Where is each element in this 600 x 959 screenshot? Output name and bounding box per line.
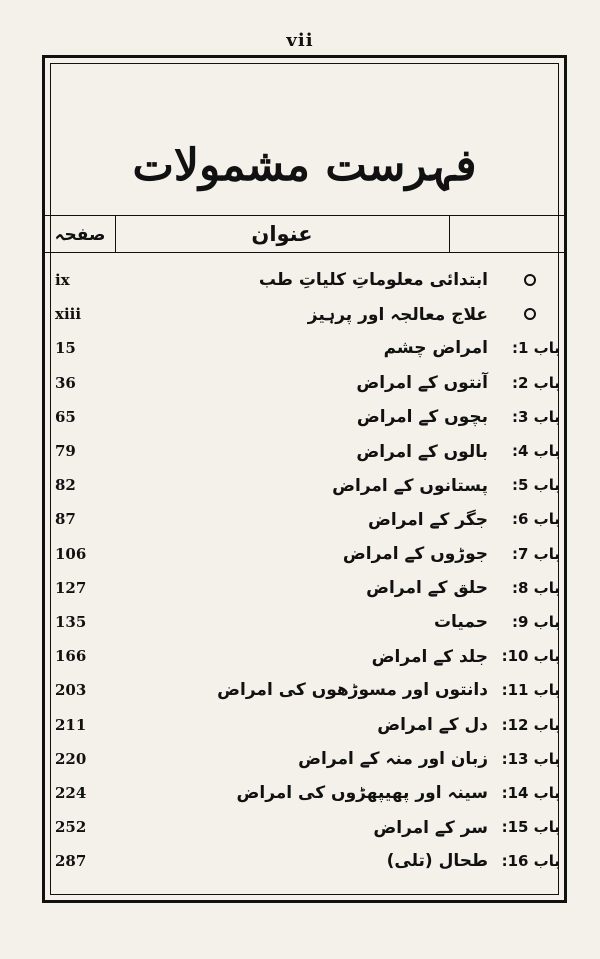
page-title: فہرست مشمولات (132, 140, 477, 191)
list-item (45, 605, 564, 639)
list-item (45, 639, 564, 673)
entry-chapter-label: باب 15: (501, 818, 560, 837)
list-item (45, 366, 564, 400)
entry-chapter-label: باب 2: (512, 373, 560, 392)
entry-page-number: 287 (55, 852, 87, 871)
entry-chapter-label: باب 12: (501, 715, 560, 734)
list-item (45, 776, 564, 810)
entry-chapter-label: باب 9: (512, 612, 560, 631)
contents-frame (42, 55, 567, 903)
entry-page-number: 82 (55, 476, 76, 495)
entry-title: زبان اور منہ کے امراض (298, 749, 488, 770)
title-column-header: عنوان (115, 216, 450, 252)
entry-page-number: 65 (55, 407, 76, 426)
entry-page-number: 127 (55, 578, 87, 597)
list-item (45, 400, 564, 434)
entry-title: پستانوں کے امراض (332, 475, 488, 496)
list-item (45, 844, 564, 878)
list-item (45, 537, 564, 571)
entry-page-number: 87 (55, 510, 76, 529)
entry-chapter-label: باب 16: (501, 852, 560, 871)
list-item (45, 707, 564, 741)
list-item (45, 810, 564, 844)
entry-chapter-label: باب 4: (512, 442, 560, 461)
contents-list (45, 263, 564, 878)
entry-chapter-label: باب 7: (512, 544, 560, 563)
entry-title: حمیات (433, 611, 488, 632)
list-item (45, 468, 564, 502)
entry-page-number: xiii (55, 305, 82, 324)
entry-title: جلد کے امراض (371, 646, 488, 667)
entry-title: حلق کے امراض (366, 578, 488, 599)
list-item (45, 742, 564, 776)
list-item (45, 673, 564, 707)
entry-title: دل کے امراض (377, 715, 488, 736)
entry-title: جگر کے امراض (367, 509, 488, 530)
entry-chapter-label: باب 5: (512, 476, 560, 495)
entry-page-number: 135 (55, 612, 87, 631)
entry-page-number: 15 (55, 339, 76, 358)
page-column-header: صفحہ (45, 216, 116, 252)
entry-title: علاج معالجہ اور پرہیز (307, 304, 488, 325)
entry-title: سر کے امراض (373, 817, 488, 838)
entry-page-number: 220 (55, 749, 87, 768)
entry-page-number: 203 (55, 681, 87, 700)
entry-title: بچوں کے امراض (356, 407, 488, 428)
chapter-column-header (449, 216, 564, 252)
entry-page-number: 211 (55, 715, 87, 734)
entry-page-number: ix (55, 271, 70, 290)
entry-title: دانتوں اور مسوڑھوں کی امراض (217, 680, 488, 701)
entry-chapter-label: باب 8: (512, 578, 560, 597)
entry-page-number: 252 (55, 818, 87, 837)
entry-chapter-label: باب 1: (512, 339, 560, 358)
list-item (45, 263, 564, 297)
bullet-circle-icon (524, 274, 536, 286)
list-item (45, 434, 564, 468)
entry-title: ابتدائی معلوماتِ کلیاتِ طب (258, 270, 488, 291)
entry-title: جوڑوں کے امراض (342, 544, 488, 565)
list-item (45, 571, 564, 605)
entry-page-number: 166 (55, 647, 87, 666)
entry-page-number: 36 (55, 373, 76, 392)
entry-title: بالوں کے امراض (356, 441, 488, 462)
entry-title: طحال (تلی) (386, 851, 488, 872)
entry-title: سینہ اور پھیپھڑوں کی امراض (236, 783, 488, 804)
entry-chapter-label: باب 10: (501, 647, 560, 666)
entry-title: آنتوں کے امراض (356, 373, 488, 394)
entry-page-number: 224 (55, 783, 87, 802)
page-number: vii (286, 30, 314, 51)
entry-chapter-label: باب 11: (501, 681, 560, 700)
list-item (45, 331, 564, 365)
entry-title: امراض چشم (383, 338, 488, 359)
entry-chapter-label: باب 6: (512, 510, 560, 529)
list-item (45, 502, 564, 536)
entry-chapter-label: باب 3: (512, 407, 560, 426)
entry-chapter-label: باب 13: (501, 749, 560, 768)
list-item (45, 297, 564, 331)
entry-chapter-label: باب 14: (501, 783, 560, 802)
bullet-circle-icon (524, 308, 536, 320)
entry-page-number: 106 (55, 544, 87, 563)
entry-page-number: 79 (55, 442, 76, 461)
table-header (45, 215, 564, 253)
